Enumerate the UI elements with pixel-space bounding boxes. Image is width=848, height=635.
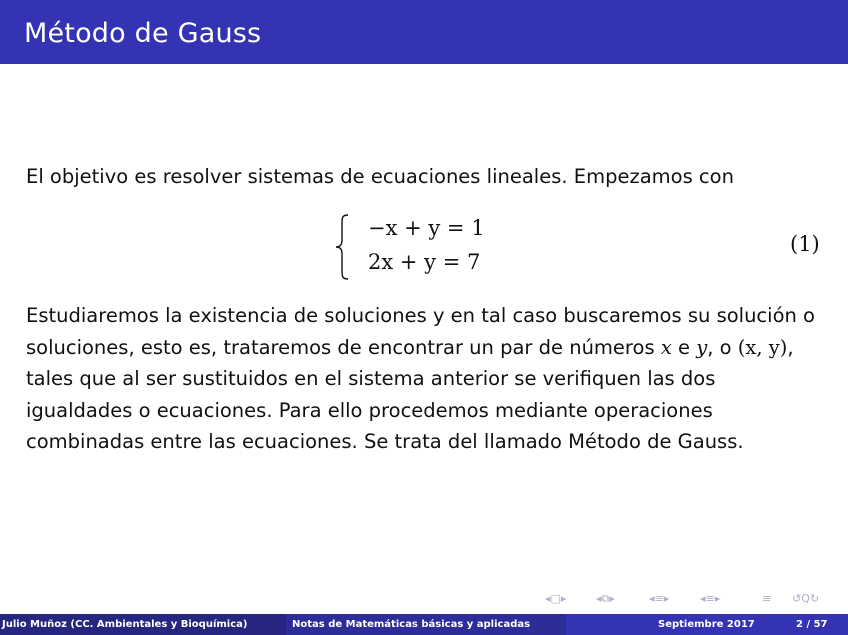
slide-title-bar (0, 0, 848, 64)
nav-subsubsection-icon[interactable]: ◂≡▸ (700, 592, 721, 605)
footer-date: Septiembre 2017 (658, 619, 755, 630)
body-text-o: , o (707, 335, 738, 359)
nav-frame-icon[interactable]: ◂□▸ (545, 592, 567, 605)
nav-search-icon[interactable]: ↺Q↻ (792, 592, 820, 605)
left-brace-icon (334, 214, 350, 280)
footer-author: Julio Muñoz (CC. Ambientales y Bioquímica) (0, 614, 286, 635)
slide-title: Método de Gauss (24, 18, 262, 49)
var-y: y (696, 335, 708, 359)
nav-align-icon[interactable]: ≡ (762, 592, 772, 605)
equation-number: (1) (790, 232, 820, 256)
pair-xy: (x, y) (737, 335, 788, 359)
equation-system (334, 214, 534, 282)
nav-section-icon[interactable]: ◂≡▸ (649, 592, 670, 605)
var-x: x (660, 335, 672, 359)
footer-right (566, 614, 848, 635)
footer-course: Notas de Matemáticas básicas y aplicadas (286, 614, 566, 635)
body-text-1: Estudiaremos la existencia de soluciones y en tal caso buscaremos su solución o soluciones, esto es, trataremos de encontrar un par de números (26, 304, 815, 359)
equation-1: −x + y = 1 (368, 216, 485, 240)
body-paragraph (26, 300, 826, 458)
nav-subsection-icon[interactable]: ◂⧉▸ (596, 592, 615, 605)
equation-2: 2x + y = 7 (368, 250, 481, 274)
body-text-2: , tales que al ser sustituidos en el sistema anterior se verifiquen las dos igualdades o ecuaciones. Para ello procedemos mediante operaciones combinadas entre las ecuaciones. Se trata del llamado Método de Gauss. (26, 335, 794, 453)
footer-bar (0, 614, 848, 635)
footer-page-number: 2 / 57 (796, 619, 828, 630)
intro-paragraph: El objetivo es resolver sistemas de ecuaciones lineales. Empezamos con (26, 165, 734, 188)
body-text-e: e (671, 335, 697, 359)
